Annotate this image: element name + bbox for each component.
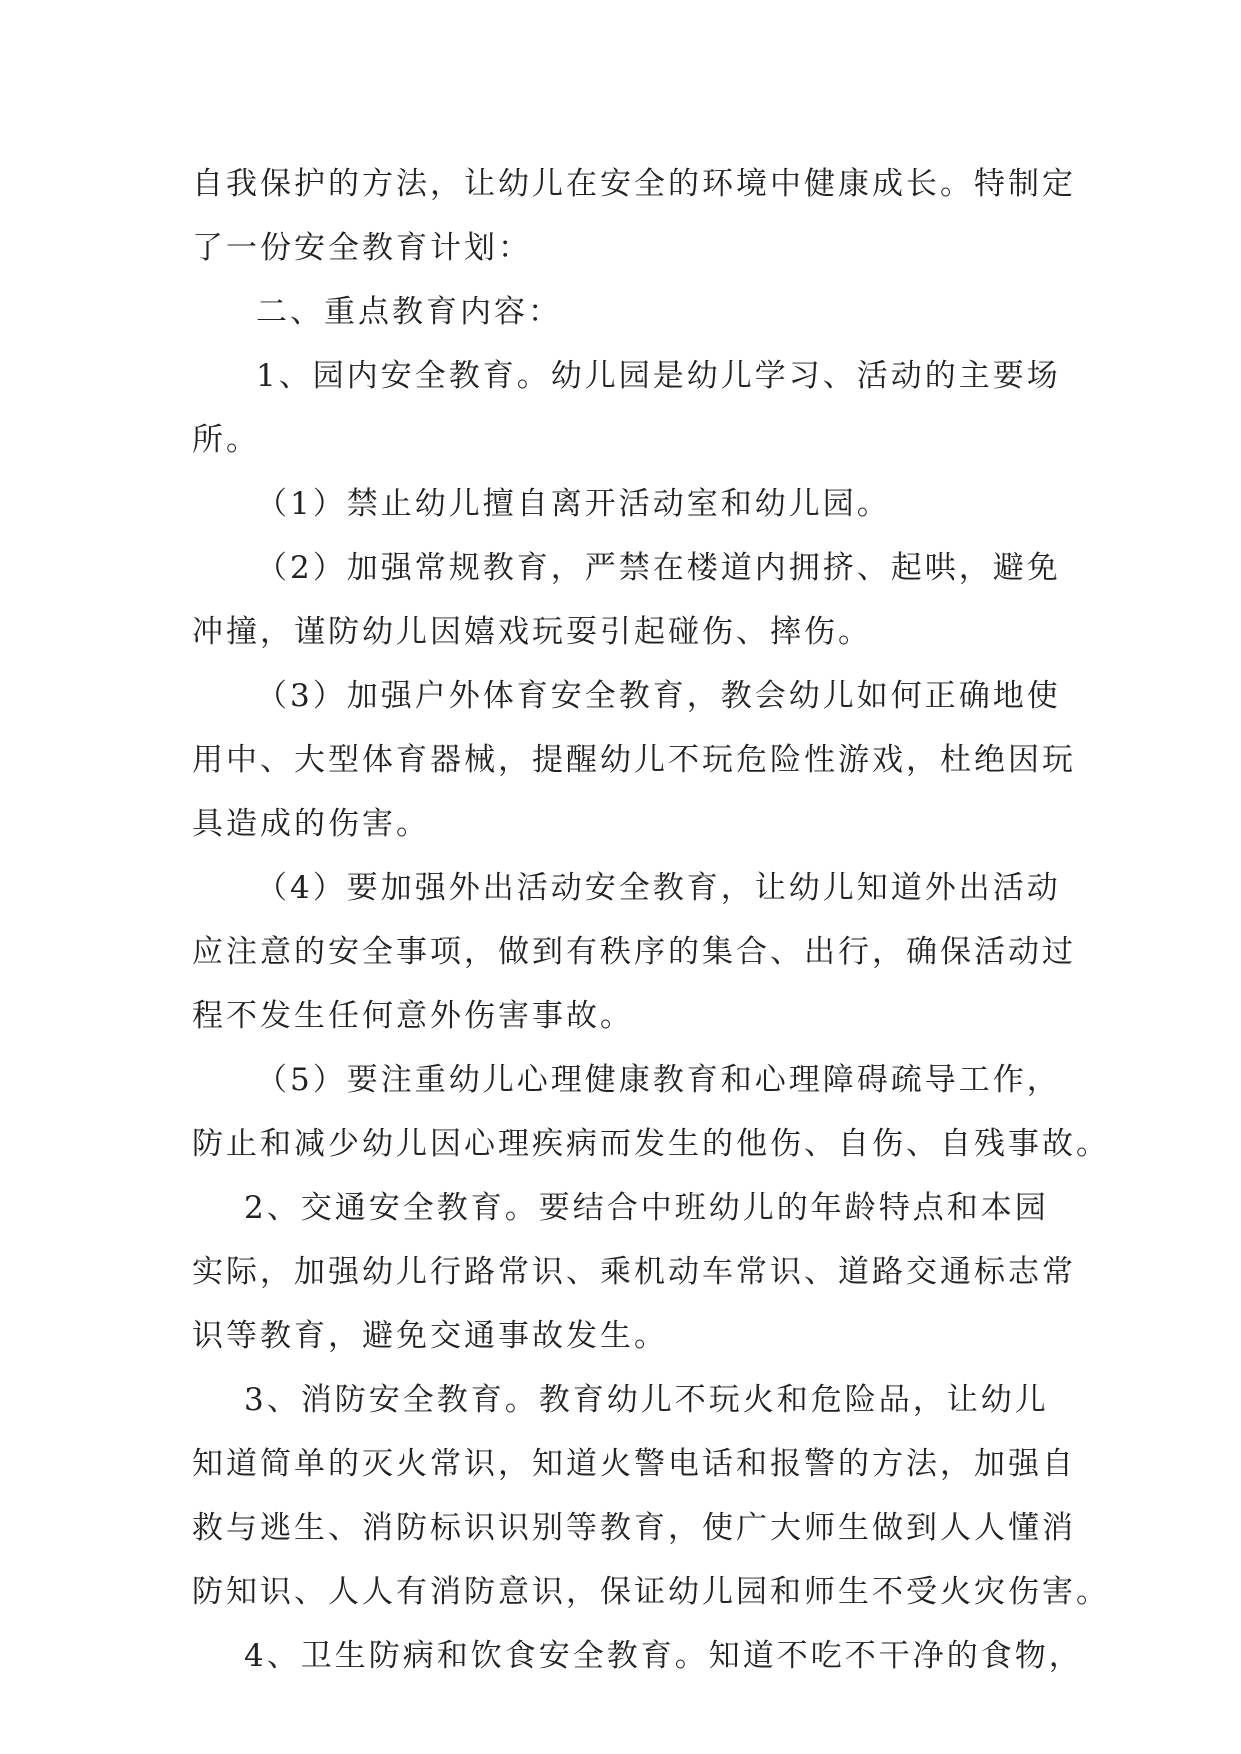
document-body <box>192 152 1110 1688</box>
text-line: （3）加强户外体育安全教育，教会幼儿如何正确地使 <box>256 678 1061 714</box>
text-line: 自我保护的方法，让幼儿在安全的环境中健康成长。特制定 <box>192 166 1076 202</box>
text-line: 冲撞，谨防幼儿因嬉戏玩耍引起碰伤、摔伤。 <box>192 614 872 650</box>
text-line: （2）加强常规教育，严禁在楼道内拥挤、起哄，避免 <box>256 550 1061 586</box>
text-line: 具造成的伤害。 <box>192 806 430 842</box>
text-line: 了一份安全教育计划： <box>192 230 532 266</box>
text-line: 所。 <box>192 422 260 458</box>
text-line: 防止和减少幼儿因心理疾病而发生的他伤、自伤、自残事故。 <box>192 1126 1110 1162</box>
section-heading: 二、重点教育内容： <box>256 294 562 330</box>
text-line: 3、消防安全教育。教育幼儿不玩火和危险品，让幼儿 <box>244 1382 1049 1418</box>
text-line: （4）要加强外出活动安全教育，让幼儿知道外出活动 <box>256 870 1061 906</box>
text-line: 程不发生任何意外伤害事故。 <box>192 998 634 1034</box>
text-line: 救与逃生、消防标识识别等教育，使广大师生做到人人懂消 <box>192 1510 1076 1546</box>
text-line: 4、卫生防病和饮食安全教育。知道不吃不干净的食物， <box>244 1638 1083 1674</box>
text-line: 用中、大型体育器械，提醒幼儿不玩危险性游戏，杜绝因玩 <box>192 742 1076 778</box>
text-line: 实际，加强幼儿行路常识、乘机动车常识、道路交通标志常 <box>192 1254 1076 1290</box>
text-line: 2、交通安全教育。要结合中班幼儿的年龄特点和本园 <box>244 1190 1049 1226</box>
text-line: （1）禁止幼儿擅自离开活动室和幼儿园。 <box>256 486 891 522</box>
text-line: 知道简单的灭火常识，知道火警电话和报警的方法，加强自 <box>192 1446 1076 1482</box>
text-line: （5）要注重幼儿心理健康教育和心理障碍疏导工作， <box>256 1062 1061 1098</box>
text-line: 应注意的安全事项，做到有秩序的集合、出行，确保活动过 <box>192 934 1076 970</box>
text-line: 1、园内安全教育。幼儿园是幼儿学习、活动的主要场 <box>256 358 1061 394</box>
text-line: 防知识、人人有消防意识，保证幼儿园和师生不受火灾伤害。 <box>192 1574 1110 1610</box>
text-line: 识等教育，避免交通事故发生。 <box>192 1318 668 1354</box>
